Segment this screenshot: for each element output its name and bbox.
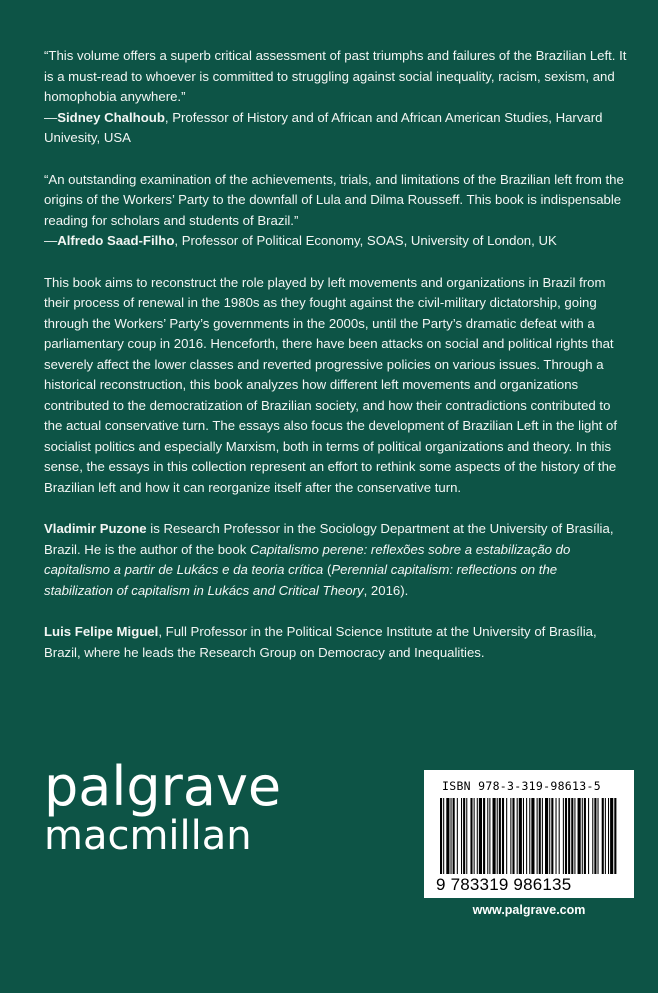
author-bio-1 — [44, 519, 629, 601]
bio-1-text-3: , 2016). — [363, 582, 409, 598]
quote-2-affiliation: , Professor of Political Economy, SOAS, University of London, UK — [174, 233, 557, 248]
bio-1-text-1: is Research Professor in the Sociology Department at the University of Brasília, Brazil. He is the author of the book — [44, 521, 614, 557]
publisher-website[interactable]: www.palgrave.com — [424, 898, 634, 923]
barcode-digits: 9 783319 986135 — [436, 875, 572, 894]
quote-1-text: “This volume offers a superb critical assessment of past triumphs and failures of the Brazilian Left. It is a must-read to whoever is committed to struggling against social inequality, racism, sexism, and homophobia anywhere.” — [44, 48, 627, 104]
quote-2-dash: — — [44, 233, 58, 248]
bio-1-book-title: Capitalismo perene: reflexões sobre a estabilização do capitalismo a partir de Lukács e da teoria crítica — [44, 541, 571, 577]
author-2-name: Luis Felipe Miguel — [44, 624, 159, 639]
bio-2-text: , Full Professor in the Political Science Institute at the University of Brasília, Brazil, where he leads the Research Group on Democracy and Inequalities. — [44, 624, 597, 660]
author-1-name: Vladimir Puzone — [44, 521, 147, 536]
logo-line-2: macmillan — [44, 813, 252, 859]
quote-2 — [44, 170, 629, 252]
quote-2-author: Alfredo Saad-Filho — [57, 233, 175, 248]
bio-1-text-2: ( — [323, 562, 332, 577]
publisher-logo — [44, 755, 282, 859]
isbn-label: ISBN 978-3-319-98613-5 — [442, 779, 601, 793]
book-description: This book aims to reconstruct the role played by left movements and organizations in Brazil from their process of renewal in the 1980s as they fought against the civil-military dictatorship, going through the Workers’ Party’s governments in the 2000s, until the Party’s dramatic defeat with a parliamentary coup in 2016. Henceforth, there have been attacks on social and political rights that severely affect the lower classes and reverted progressive policies on various issues. Through a historical reconstruction, this book analyzes how different left movements and organizations contributed to the democratization of Brazilian society, and how their contradictions contributed to the actual conservative turn. The essays also focus the development of Brazilian Left in the light of socialist politics and especially Marxism, both in terms of political organizations and theory. In this sense, the essays in this collection represent an effort to rethink some aspects of the history of the Brazilian left and how it can reorganize itself after the conservative turn. — [44, 274, 618, 495]
barcode-icon — [438, 798, 620, 876]
logo-line-1: palgrave — [44, 755, 282, 818]
quote-1-affiliation: , Professor of History and of African and African American Studies, Harvard Univesity, USA — [44, 109, 603, 145]
quote-1-dash: — — [44, 109, 58, 125]
quote-1 — [44, 46, 629, 149]
author-bio-2 — [44, 622, 629, 663]
quote-2-text: “An outstanding examination of the achievements, trials, and limitations of the Brazilian left from the origins of the Workers’ Party to the downfall of Lula and Dilma Rousseff. This book is indispensable reading for scholars and students of Brazil.” — [44, 171, 624, 228]
cover-text — [44, 46, 629, 663]
bio-1-book-translation: Perennial capitalism: reflections on the stabilization of capitalism in Lukács and Critical Theory — [44, 562, 558, 598]
quote-1-author: Sidney Chalhoub — [57, 109, 165, 125]
isbn-barcode-box — [424, 770, 634, 898]
